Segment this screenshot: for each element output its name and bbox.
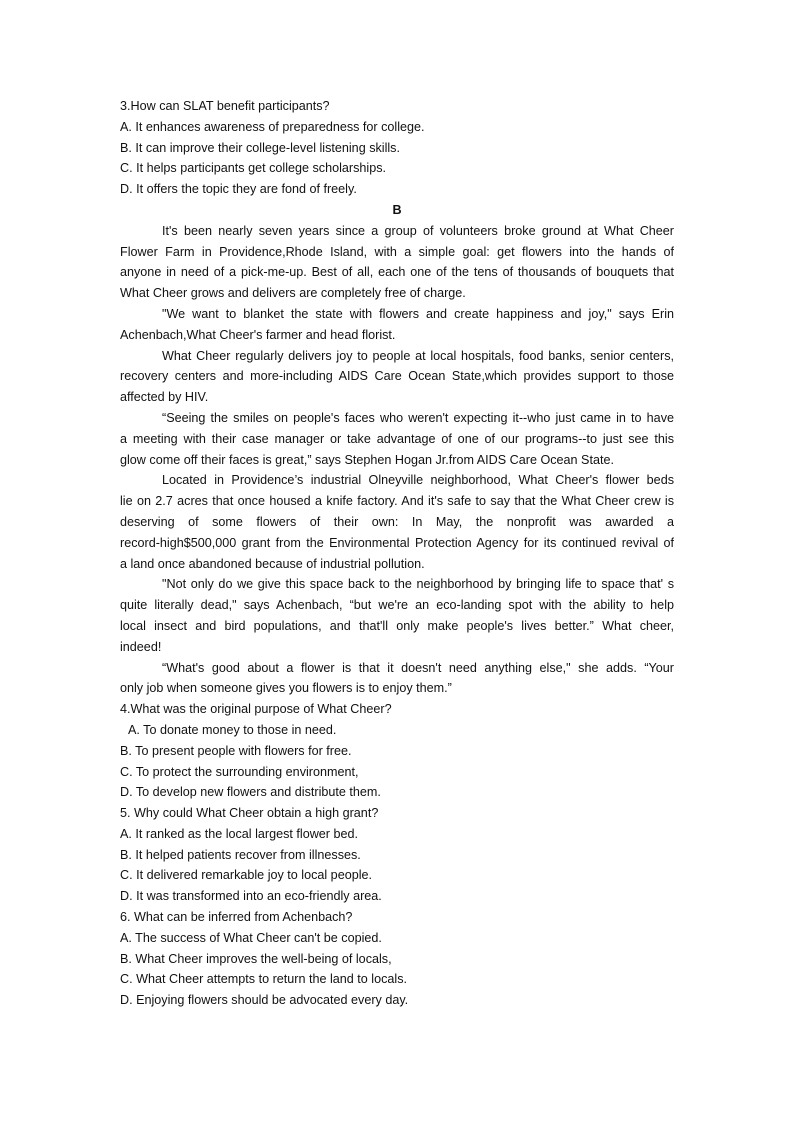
question-5: 5. Why could What Cheer obtain a high grant? — [120, 806, 379, 821]
passage-line: a land once abandoned because of industrial pollution. — [120, 556, 425, 571]
q3-option-a: A. It enhances awareness of preparedness for college. — [120, 119, 425, 134]
passage-line: What Cheer regularly delivers joy to people at local hospitals, food banks, senior centers, — [162, 348, 674, 363]
q5-option-a: A. It ranked as the local largest flower bed. — [120, 826, 359, 841]
q3-option-c: C. It helps participants get college scholarships. — [120, 161, 387, 176]
passage-line: Flower Farm in Providence,Rhode Island, with a simple goal: get flowers into the hands of — [120, 244, 674, 259]
q4-option-b: B. To present people with flowers for free. — [120, 743, 352, 758]
passage-line: Located in Providence’s industrial Olneyville neighborhood, What Cheer's flower beds — [162, 473, 674, 488]
passage-line: indeed! — [120, 639, 162, 654]
passage-line: What Cheer grows and delivers are completely free of charge. — [120, 286, 466, 301]
q4-option-a: A. To donate money to those in need. — [128, 722, 337, 737]
q3-option-d: D. It offers the topic they are fond of freely. — [120, 182, 357, 197]
q4-option-c: C. To protect the surrounding environment, — [120, 764, 359, 779]
question-6: 6. What can be inferred from Achenbach? — [120, 910, 353, 925]
passage-line: "We want to blanket the state with flowers and create happiness and joy," says Erin — [162, 306, 674, 321]
passage-line: Achenbach,What Cheer's farmer and head florist. — [120, 327, 396, 342]
passage-line: deserving of some flowers of their own: In May, the nonprofit was awarded a — [120, 514, 674, 529]
q3-option-b: B. It can improve their college-level listening skills. — [120, 140, 400, 155]
passage-line: "Not only do we give this space back to the neighborhood by bringing life to space that' s — [162, 577, 674, 592]
passage-line: recovery centers and more-including AIDS Care Ocean State,which provides support to those — [120, 369, 674, 384]
passage-line: affected by HIV. — [120, 390, 209, 405]
q5-option-d: D. It was transformed into an eco-friendly area. — [120, 889, 382, 904]
passage-line: local insect and bird populations, and that'll only make people's lives better.” What cheer, — [120, 618, 674, 633]
passage-line: only job when someone gives you flowers is to enjoy them.” — [120, 681, 452, 696]
passage-line: “Seeing the smiles on people's faces who weren't expecting it--who just came in to have — [162, 410, 674, 425]
q6-option-b: B. What Cheer improves the well-being of locals, — [120, 951, 392, 966]
question-4: 4.What was the original purpose of What Cheer? — [120, 702, 392, 717]
passage-line: anyone in need of a pick-me-up. Best of all, each one of the tens of thousands of bouquets that — [120, 265, 674, 280]
passage-line: lie on 2.7 acres that once housed a knife factory. And it's safe to say that the What Cheer crew is — [120, 494, 674, 509]
question-3: 3.How can SLAT benefit participants? — [120, 99, 330, 113]
passage-line: It's been nearly seven years since a group of volunteers broke ground at What Cheer — [162, 223, 674, 238]
document-page — [120, 96, 674, 1011]
q6-option-a: A. The success of What Cheer can't be copied. — [120, 930, 382, 945]
q6-option-c: C. What Cheer attempts to return the land to locals. — [120, 972, 407, 987]
passage-line: “What's good about a flower is that it doesn't need anything else," she adds. “Your — [162, 660, 674, 675]
q4-option-d: D. To develop new flowers and distribute them. — [120, 785, 381, 800]
passage-line: a meeting with their case manager or take advantage of one of our programs--to just see this — [120, 431, 674, 446]
passage-line: glow come off their faces is great,” says Stephen Hogan Jr.from AIDS Care Ocean State. — [120, 452, 614, 467]
passage-line: record-high$500,000 grant from the Environmental Protection Agency for its continued revival of — [120, 535, 674, 550]
q6-option-d: D. Enjoying flowers should be advocated every day. — [120, 993, 409, 1008]
q5-option-b: B. It helped patients recover from illnesses. — [120, 847, 361, 862]
passage-label: B — [392, 202, 402, 217]
q5-option-c: C. It delivered remarkable joy to local people. — [120, 868, 373, 883]
passage-line: quite literally dead," says Achenbach, “but we're an eco-landing spot with the ability to help — [120, 598, 674, 613]
